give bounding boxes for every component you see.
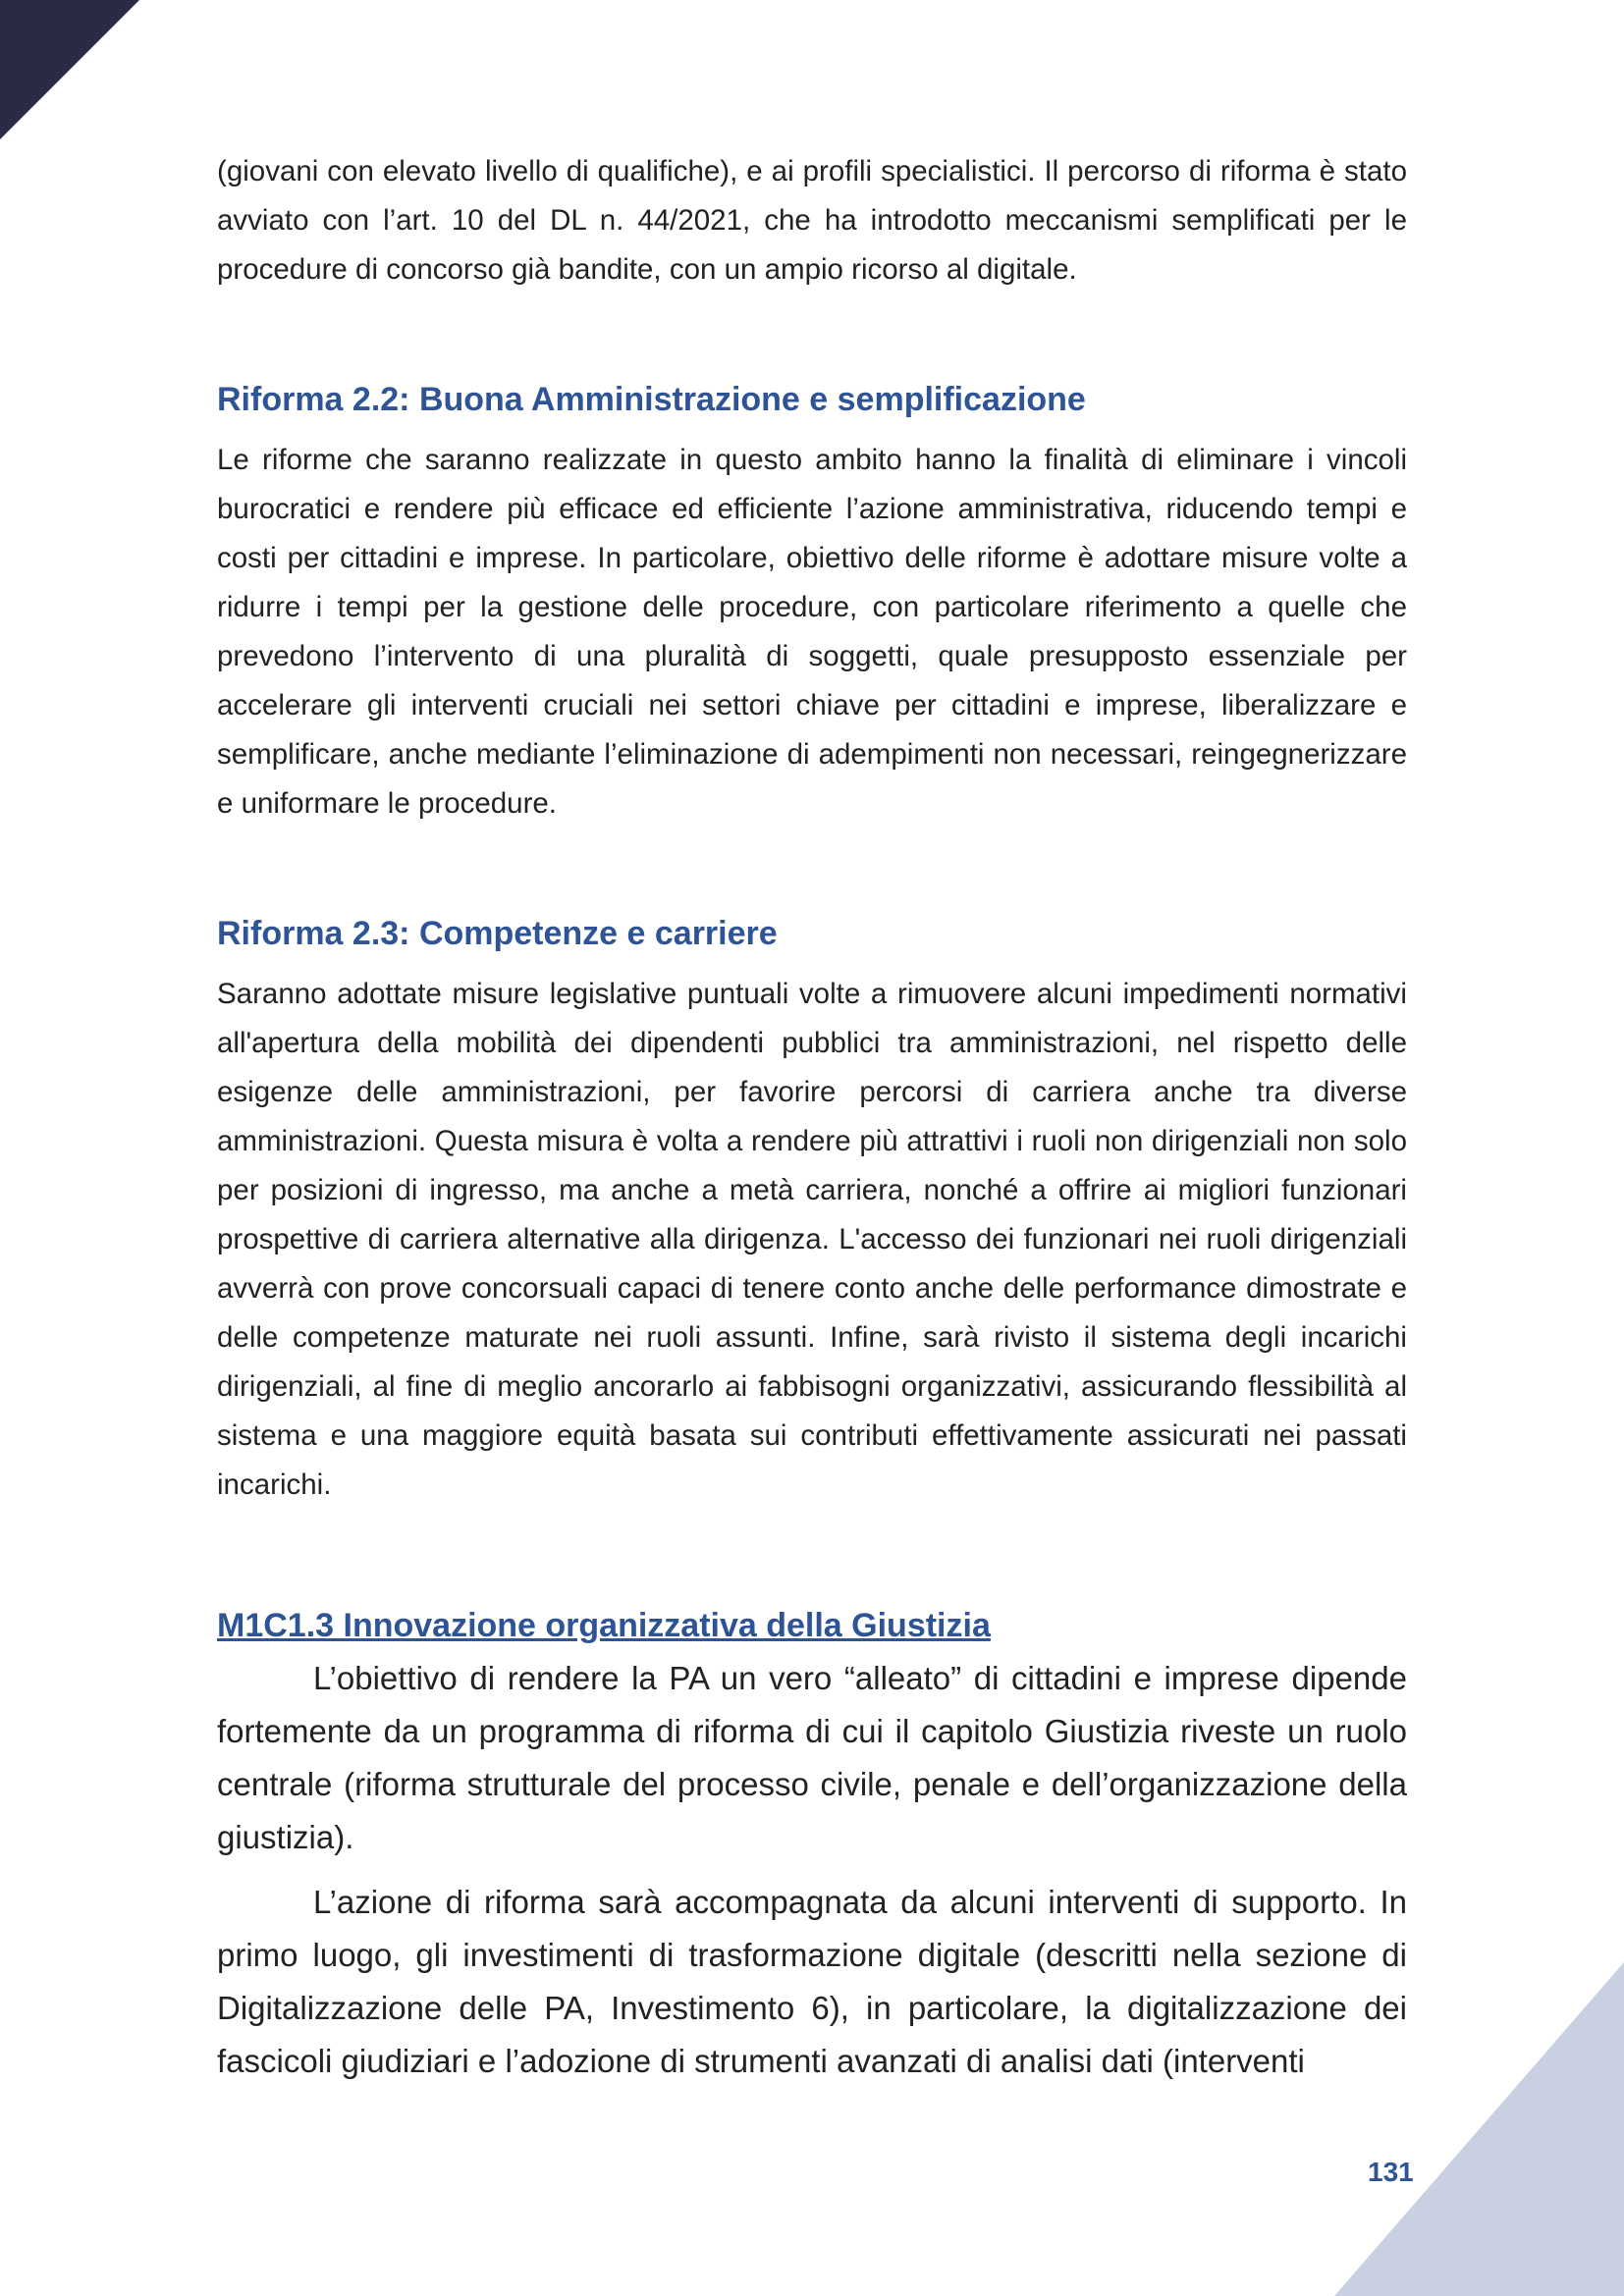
decorative-corner-top-left bbox=[0, 0, 139, 139]
chapter-heading-m1c1-3: M1C1.3 Innovazione organizzativa della Giustizia bbox=[217, 1607, 991, 1644]
section-heading-reform-2-2: Riforma 2.2: Buona Amministrazione e semplificazione bbox=[217, 381, 1086, 418]
intro-paragraph: (giovani con elevato livello di qualifiche), e ai profili specialistici. Il percorso di riforma è stato avviato con l’art. 10 del DL n. 44/2021, che ha introdotto meccanismi semplificati per le procedure di concorso già bandite, con un ampio ricorso al digitale. bbox=[217, 155, 1407, 286]
chapter-paragraph-1: L’obiettivo di rendere la PA un vero “alleato” di cittadini e imprese dipende fortemente da un programma di riforma di cui il capitolo Giustizia riveste un ruolo centrale (riforma strutturale del processo civile, penale e dell’organizzazione della giustizia). bbox=[217, 1660, 1407, 1855]
section-text-reform-2-3: Saranno adottate misure legislative puntuali volte a rimuovere alcuni impedimenti normativi all'apertura della mobilità dei dipendenti pubblici tra amministrazioni, nel rispetto delle esigenze delle amministrazioni, per favorire percorsi di carriera anche tra diverse amministrazioni. Questa misura è volta a rendere più attrattivi i ruoli non dirigenziali non solo per posizioni di ingresso, ma anche a metà carriera, nonché a offrire ai migliori funzionari prospettive di carriera alternative alla dirigenza. L'accesso dei funzionari nei ruoli dirigenziali avverrà con prove concorsuali capaci di tenere conto anche delle performance dimostrate e delle competenze maturate nei ruoli assunti. Infine, sarà rivisto il sistema degli incarichi dirigenziali, al fine di meglio ancorarlo ai fabbisogni organizzativi, assicurando flessibilità al sistema e una maggiore equità basata sui contributi effettivamente assicurati nei passati incarichi. bbox=[217, 978, 1407, 1501]
page-number: 131 bbox=[1368, 2157, 1414, 2187]
page-content bbox=[217, 147, 1407, 2088]
chapter-paragraph-2: L’azione di riforma sarà accompagnata da alcuni interventi di supporto. In primo luogo, gli investimenti di trasformazione digitale (descritti nella sezione di Digitalizzazione delle PA, Investimento 6), in particolare, la digitalizzazione dei fascicoli giudiziari e l’adozione di strumenti avanzati di analisi dati (interventi bbox=[217, 1884, 1407, 2079]
section-text-reform-2-2: Le riforme che saranno realizzate in questo ambito hanno la finalità di eliminare i vincoli burocratici e rendere più efficace ed efficiente l’azione amministrativa, riducendo tempi e costi per cittadini e imprese. In particolare, obiettivo delle riforme è adottare misure volte a ridurre i tempi per la gestione delle procedure, con particolare riferimento a quelle che prevedono l’intervento di una pluralità di soggetti, quale presupposto essenziale per accelerare gli interventi cruciali nei settori chiave per cittadini e imprese, liberalizzare e semplificare, anche mediante l’eliminazione di adempimenti non necessari, reingegnerizzare e uniformare le procedure. bbox=[217, 444, 1407, 820]
section-heading-reform-2-3: Riforma 2.3: Competenze e carriere bbox=[217, 915, 778, 952]
